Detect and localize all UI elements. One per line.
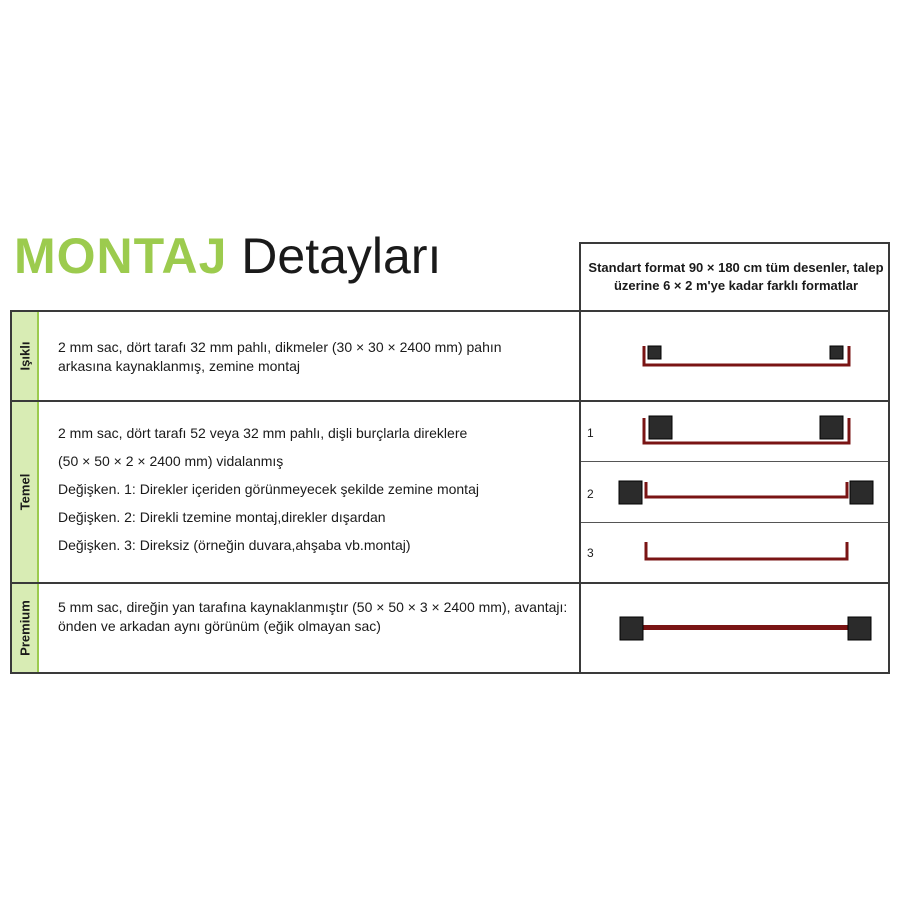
side-label-isikli: Işıklı bbox=[17, 341, 32, 371]
premium-description: 5 mm sac, direğin yan tarafına kaynaklanmıştır (50 × 50 × 3 × 2400 mm), avantajı: önden ve arkadan aynı görünüm (eğik olmayan sac) bbox=[58, 599, 568, 634]
temel-2-post-right bbox=[850, 481, 873, 504]
premium-post-left bbox=[620, 617, 643, 640]
diagram-premium bbox=[620, 617, 871, 640]
variant-number-2: 2 bbox=[587, 487, 594, 501]
diagram-temel-2 bbox=[619, 481, 873, 504]
variant-number-3: 3 bbox=[587, 546, 594, 560]
title-rest: Detayları bbox=[227, 228, 442, 284]
side-label-temel: Temel bbox=[17, 473, 32, 511]
temel-line-1: 2 mm sac, dört tarafı 52 veya 32 mm pahlı, dişli burçlarla direklere bbox=[58, 425, 468, 441]
premium-post-right bbox=[848, 617, 871, 640]
isikli-post-left bbox=[648, 346, 661, 359]
temel-3-profile bbox=[646, 542, 847, 559]
temel-1-profile bbox=[644, 418, 849, 443]
diagram-isikli bbox=[644, 346, 849, 365]
isikli-profile bbox=[644, 346, 849, 365]
format-header: Standart format 90 × 180 cm tüm desenler, talep üzerine 6 × 2 m'ye kadar farklı formatlar bbox=[588, 260, 884, 293]
temel-line-2: (50 × 50 × 2 × 2400 mm) vidalanmış bbox=[58, 453, 284, 469]
temel-1-post-right bbox=[820, 416, 843, 439]
variant-number-1: 1 bbox=[587, 426, 594, 440]
temel-1-post-left bbox=[649, 416, 672, 439]
temel-2-post-left bbox=[619, 481, 642, 504]
isikli-post-right bbox=[830, 346, 843, 359]
side-label-premium: Premium bbox=[17, 600, 32, 656]
premium-sheet bbox=[640, 625, 850, 630]
temel-line-4: Değişken. 2: Direkli tzemine montaj,direkler dışardan bbox=[58, 509, 386, 525]
temel-line-5: Değişken. 3: Direksiz (örneğin duvara,ahşaba vb.montaj) bbox=[58, 537, 411, 553]
diagram-temel-3 bbox=[646, 542, 847, 559]
isikli-description: 2 mm sac, dört tarafı 32 mm pahlı, dikmeler (30 × 30 × 2400 mm) pahın arkasına kaynaklanmış, zemine montaj bbox=[58, 339, 502, 374]
diagram-temel-1 bbox=[644, 416, 849, 443]
temel-2-profile bbox=[646, 482, 847, 497]
title-accent: MONTAJ bbox=[14, 228, 228, 284]
temel-line-3: Değişken. 1: Direkler içeriden görünmeyecek şekilde zemine montaj bbox=[58, 481, 479, 497]
